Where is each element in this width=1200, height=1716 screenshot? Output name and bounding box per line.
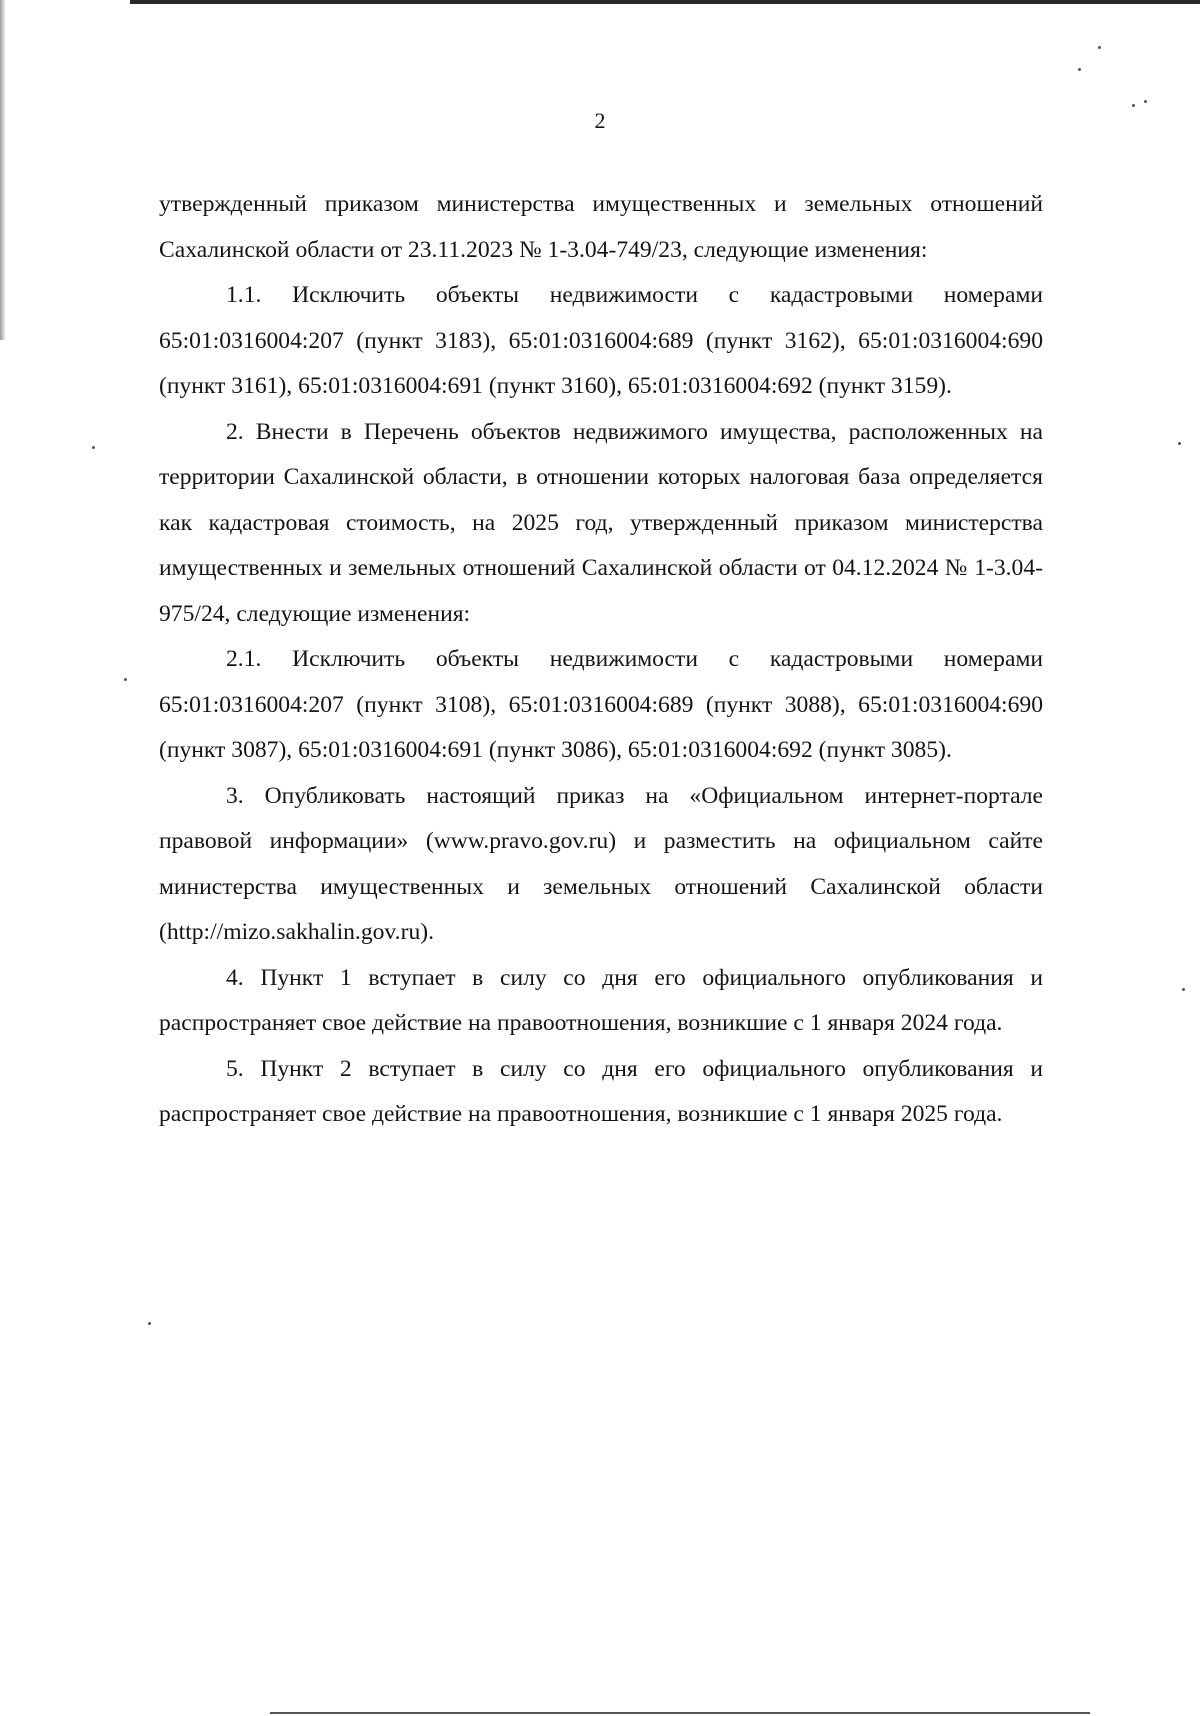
- scan-speck: [124, 678, 127, 681]
- paragraph-3: 3. Опубликовать настоящий приказ на «Официальном интернет-портале правовой информации» (www.pravo.gov.ru) и разместить на официальном сайте министерства имущественных и земельных отношений Сахалинской области (http://mizo.sakhalin.gov.ru).: [159, 782, 1043, 945]
- scan-speck: [1144, 100, 1147, 103]
- scan-speck: [1078, 68, 1081, 71]
- scan-speck: [1098, 46, 1101, 49]
- paragraph-5: 5. Пункт 2 вступает в силу со дня его официального опубликования и распространяет свое действие на правоотношения, возникшие с 1 января 2025 года.: [159, 1055, 1043, 1127]
- scan-speck: [1178, 442, 1181, 445]
- scan-edge-top: [130, 0, 1200, 4]
- scan-speck: [1132, 104, 1135, 107]
- scan-speck: [148, 1322, 151, 1325]
- page-number: 2: [594, 108, 606, 133]
- paragraph-4: 4. Пункт 1 вступает в силу со дня его официального опубликования и распространяет свое действие на правоотношения, возникшие с 1 января 2024 года.: [159, 964, 1043, 1036]
- scan-edge-bottom: [270, 1712, 1090, 1714]
- scan-speck: [1182, 988, 1185, 991]
- scan-speck: [92, 446, 95, 449]
- paragraph-2-1: 2.1. Исключить объекты недвижимости с кадастровыми номерами 65:01:0316004:207 (пункт 3108), 65:01:0316004:689 (пункт 3088), 65:01:0316004:690 (пункт 3087), 65:01:0316004:691 (пункт 3086), 65:01:0316004:692 (пункт 3085).: [159, 646, 1043, 763]
- paragraph-1-1: 1.1. Исключить объекты недвижимости с кадастровыми номерами 65:01:0316004:207 (пункт 3183), 65:01:0316004:689 (пункт 3162), 65:01:0316004:690 (пункт 3161), 65:01:0316004:691 (пункт 3160), 65:01:0316004:692 (пункт 3159).: [159, 282, 1043, 399]
- document-body: [159, 182, 1043, 1138]
- scan-edge-left: [0, 0, 6, 340]
- paragraph-2: 2. Внести в Перечень объектов недвижимого имущества, расположенных на территории Сахалинской области, в отношении которых налоговая база определяется как кадастровая стоимость, на 2025 год, утвержденный приказом министерства имущественных и земельных отношений Сахалинской области от 04.12.2024 № 1-3.04-975/24, следующие изменения:: [159, 418, 1043, 627]
- paragraph-intro-continuation: утвержденный приказом министерства имущественных и земельных отношений Сахалинской области от 23.11.2023 № 1-3.04-749/23, следующие изменения:: [159, 191, 1043, 263]
